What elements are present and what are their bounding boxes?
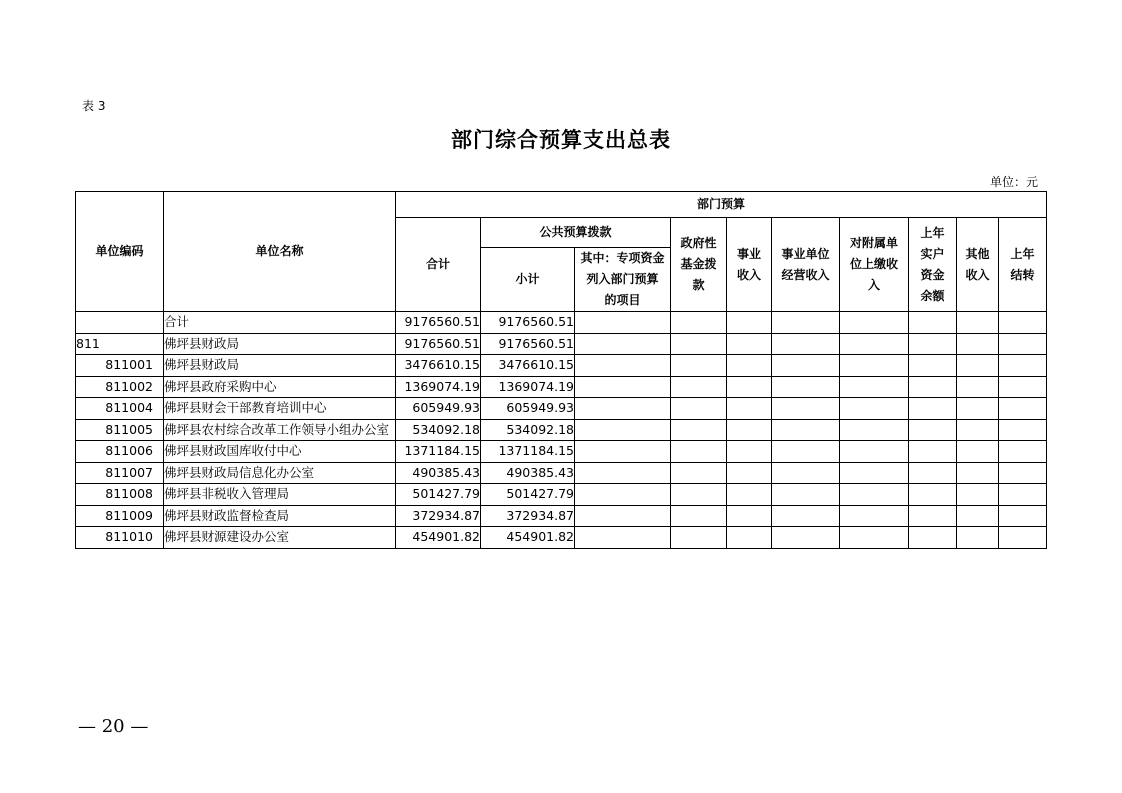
empty-cell (575, 462, 671, 484)
empty-cell (999, 355, 1047, 377)
header-prev-carryover: 上年 结转 (999, 218, 1047, 312)
empty-cell (772, 312, 840, 334)
empty-cell (671, 484, 727, 506)
empty-cell (840, 355, 909, 377)
subtotal-cell: 454901.82 (481, 527, 575, 549)
table-row (76, 376, 1047, 398)
empty-cell (999, 527, 1047, 549)
unit-name-cell: 佛坪县政府采购中心 (164, 376, 396, 398)
empty-cell (957, 419, 999, 441)
unit-code-cell: 811007 (76, 462, 164, 484)
empty-cell (840, 398, 909, 420)
empty-cell (671, 376, 727, 398)
header-business-unit-income: 事业单位 经营收入 (772, 218, 840, 312)
empty-cell (999, 376, 1047, 398)
empty-cell (727, 505, 772, 527)
total-cell: 605949.93 (396, 398, 481, 420)
empty-cell (575, 398, 671, 420)
empty-cell (909, 527, 957, 549)
header-unit-code: 单位编码 (76, 192, 164, 312)
empty-cell (772, 419, 840, 441)
empty-cell (840, 462, 909, 484)
empty-cell (999, 441, 1047, 463)
empty-cell (575, 333, 671, 355)
unit-code-cell: 811006 (76, 441, 164, 463)
empty-cell (575, 312, 671, 334)
total-cell: 1369074.19 (396, 376, 481, 398)
unit-name-cell: 佛坪县财政局信息化办公室 (164, 462, 396, 484)
empty-cell (772, 441, 840, 463)
subtotal-cell: 1371184.15 (481, 441, 575, 463)
unit-name-cell: 佛坪县财政监督检查局 (164, 505, 396, 527)
empty-cell (957, 376, 999, 398)
empty-cell (575, 505, 671, 527)
empty-cell (957, 462, 999, 484)
subtotal-cell: 9176560.51 (481, 333, 575, 355)
empty-cell (957, 312, 999, 334)
total-cell: 454901.82 (396, 527, 481, 549)
unit-name-cell: 佛坪县非税收入管理局 (164, 484, 396, 506)
subtotal-cell: 490385.43 (481, 462, 575, 484)
empty-cell (909, 333, 957, 355)
empty-cell (575, 355, 671, 377)
empty-cell (671, 419, 727, 441)
empty-cell (575, 441, 671, 463)
total-cell: 9176560.51 (396, 333, 481, 355)
budget-table (75, 191, 1047, 549)
empty-cell (957, 355, 999, 377)
empty-cell (840, 376, 909, 398)
unit-code-cell: 811010 (76, 527, 164, 549)
empty-cell (772, 462, 840, 484)
total-cell: 1371184.15 (396, 441, 481, 463)
empty-cell (575, 419, 671, 441)
header-total: 合计 (396, 218, 481, 312)
empty-cell (909, 398, 957, 420)
empty-cell (957, 484, 999, 506)
empty-cell (575, 484, 671, 506)
empty-cell (671, 312, 727, 334)
empty-cell (840, 505, 909, 527)
unit-code-cell (76, 312, 164, 334)
empty-cell (727, 419, 772, 441)
unit-name-cell: 佛坪县财政国库收付中心 (164, 441, 396, 463)
total-cell: 534092.18 (396, 419, 481, 441)
subtotal-cell: 1369074.19 (481, 376, 575, 398)
empty-cell (772, 376, 840, 398)
header-special-funds: 其中：专项资金 列入部门预算 的项目 (575, 248, 671, 312)
subtotal-cell: 372934.87 (481, 505, 575, 527)
empty-cell (909, 355, 957, 377)
empty-cell (772, 333, 840, 355)
subtotal-cell: 9176560.51 (481, 312, 575, 334)
empty-cell (671, 333, 727, 355)
empty-cell (909, 462, 957, 484)
page-number: — 20 — (78, 716, 149, 737)
unit-name-cell: 合计 (164, 312, 396, 334)
empty-cell (999, 505, 1047, 527)
empty-cell (671, 355, 727, 377)
empty-cell (909, 419, 957, 441)
empty-cell (772, 398, 840, 420)
unit-name-cell: 佛坪县财源建设办公室 (164, 527, 396, 549)
empty-cell (909, 312, 957, 334)
table-row (76, 333, 1047, 355)
header-subtotal: 小计 (481, 248, 575, 312)
table-row (76, 484, 1047, 506)
empty-cell (727, 333, 772, 355)
table-row (76, 462, 1047, 484)
unit-code-cell: 811005 (76, 419, 164, 441)
total-cell: 9176560.51 (396, 312, 481, 334)
header-public-budget: 公共预算拨款 (481, 218, 671, 248)
empty-cell (772, 484, 840, 506)
table-row (76, 419, 1047, 441)
subtotal-cell: 534092.18 (481, 419, 575, 441)
subtotal-cell: 501427.79 (481, 484, 575, 506)
table-row (76, 312, 1047, 334)
header-subordinate-income: 对附属单 位上缴收 入 (840, 218, 909, 312)
table-row (76, 441, 1047, 463)
empty-cell (727, 441, 772, 463)
empty-cell (957, 441, 999, 463)
empty-cell (727, 312, 772, 334)
table-row (76, 398, 1047, 420)
unit-code-cell: 811002 (76, 376, 164, 398)
empty-cell (575, 527, 671, 549)
empty-cell (957, 333, 999, 355)
empty-cell (909, 441, 957, 463)
table-number: 表 3 (82, 99, 106, 113)
unit-note: 单位：元 (989, 175, 1038, 189)
total-cell: 3476610.15 (396, 355, 481, 377)
empty-cell (840, 419, 909, 441)
empty-cell (727, 376, 772, 398)
empty-cell (999, 484, 1047, 506)
empty-cell (999, 462, 1047, 484)
header-gov-fund: 政府性 基金拨 款 (671, 218, 727, 312)
empty-cell (671, 441, 727, 463)
empty-cell (999, 312, 1047, 334)
empty-cell (671, 505, 727, 527)
unit-code-cell: 811008 (76, 484, 164, 506)
empty-cell (772, 505, 840, 527)
empty-cell (772, 527, 840, 549)
subtotal-cell: 605949.93 (481, 398, 575, 420)
table-row (76, 355, 1047, 377)
header-business-income: 事业 收入 (727, 218, 772, 312)
header-other-income: 其他 收入 (957, 218, 999, 312)
empty-cell (999, 419, 1047, 441)
unit-code-cell: 811001 (76, 355, 164, 377)
empty-cell (909, 505, 957, 527)
unit-name-cell: 佛坪县财会干部教育培训中心 (164, 398, 396, 420)
total-cell: 372934.87 (396, 505, 481, 527)
total-cell: 501427.79 (396, 484, 481, 506)
table-row (76, 527, 1047, 549)
unit-name-cell: 佛坪县农村综合改革工作领导小组办公室 (164, 419, 396, 441)
empty-cell (909, 484, 957, 506)
total-cell: 490385.43 (396, 462, 481, 484)
empty-cell (671, 527, 727, 549)
empty-cell (999, 398, 1047, 420)
empty-cell (727, 527, 772, 549)
empty-cell (575, 376, 671, 398)
unit-code-cell: 811 (76, 333, 164, 355)
empty-cell (671, 398, 727, 420)
empty-cell (840, 441, 909, 463)
empty-cell (957, 505, 999, 527)
unit-name-cell: 佛坪县财政局 (164, 333, 396, 355)
page-title: 部门综合预算支出总表 (451, 128, 671, 152)
empty-cell (957, 527, 999, 549)
empty-cell (727, 398, 772, 420)
empty-cell (840, 527, 909, 549)
empty-cell (999, 333, 1047, 355)
empty-cell (840, 484, 909, 506)
subtotal-cell: 3476610.15 (481, 355, 575, 377)
empty-cell (727, 355, 772, 377)
header-prev-balance: 上年 实户 资金 余额 (909, 218, 957, 312)
empty-cell (727, 484, 772, 506)
header-dept-budget: 部门预算 (396, 192, 1047, 218)
empty-cell (909, 376, 957, 398)
unit-name-cell: 佛坪县财政局 (164, 355, 396, 377)
table-row (76, 505, 1047, 527)
empty-cell (671, 462, 727, 484)
empty-cell (957, 398, 999, 420)
unit-code-cell: 811009 (76, 505, 164, 527)
header-unit-name: 单位名称 (164, 192, 396, 312)
empty-cell (772, 355, 840, 377)
empty-cell (727, 462, 772, 484)
empty-cell (840, 333, 909, 355)
table-body (76, 312, 1047, 549)
unit-code-cell: 811004 (76, 398, 164, 420)
empty-cell (840, 312, 909, 334)
